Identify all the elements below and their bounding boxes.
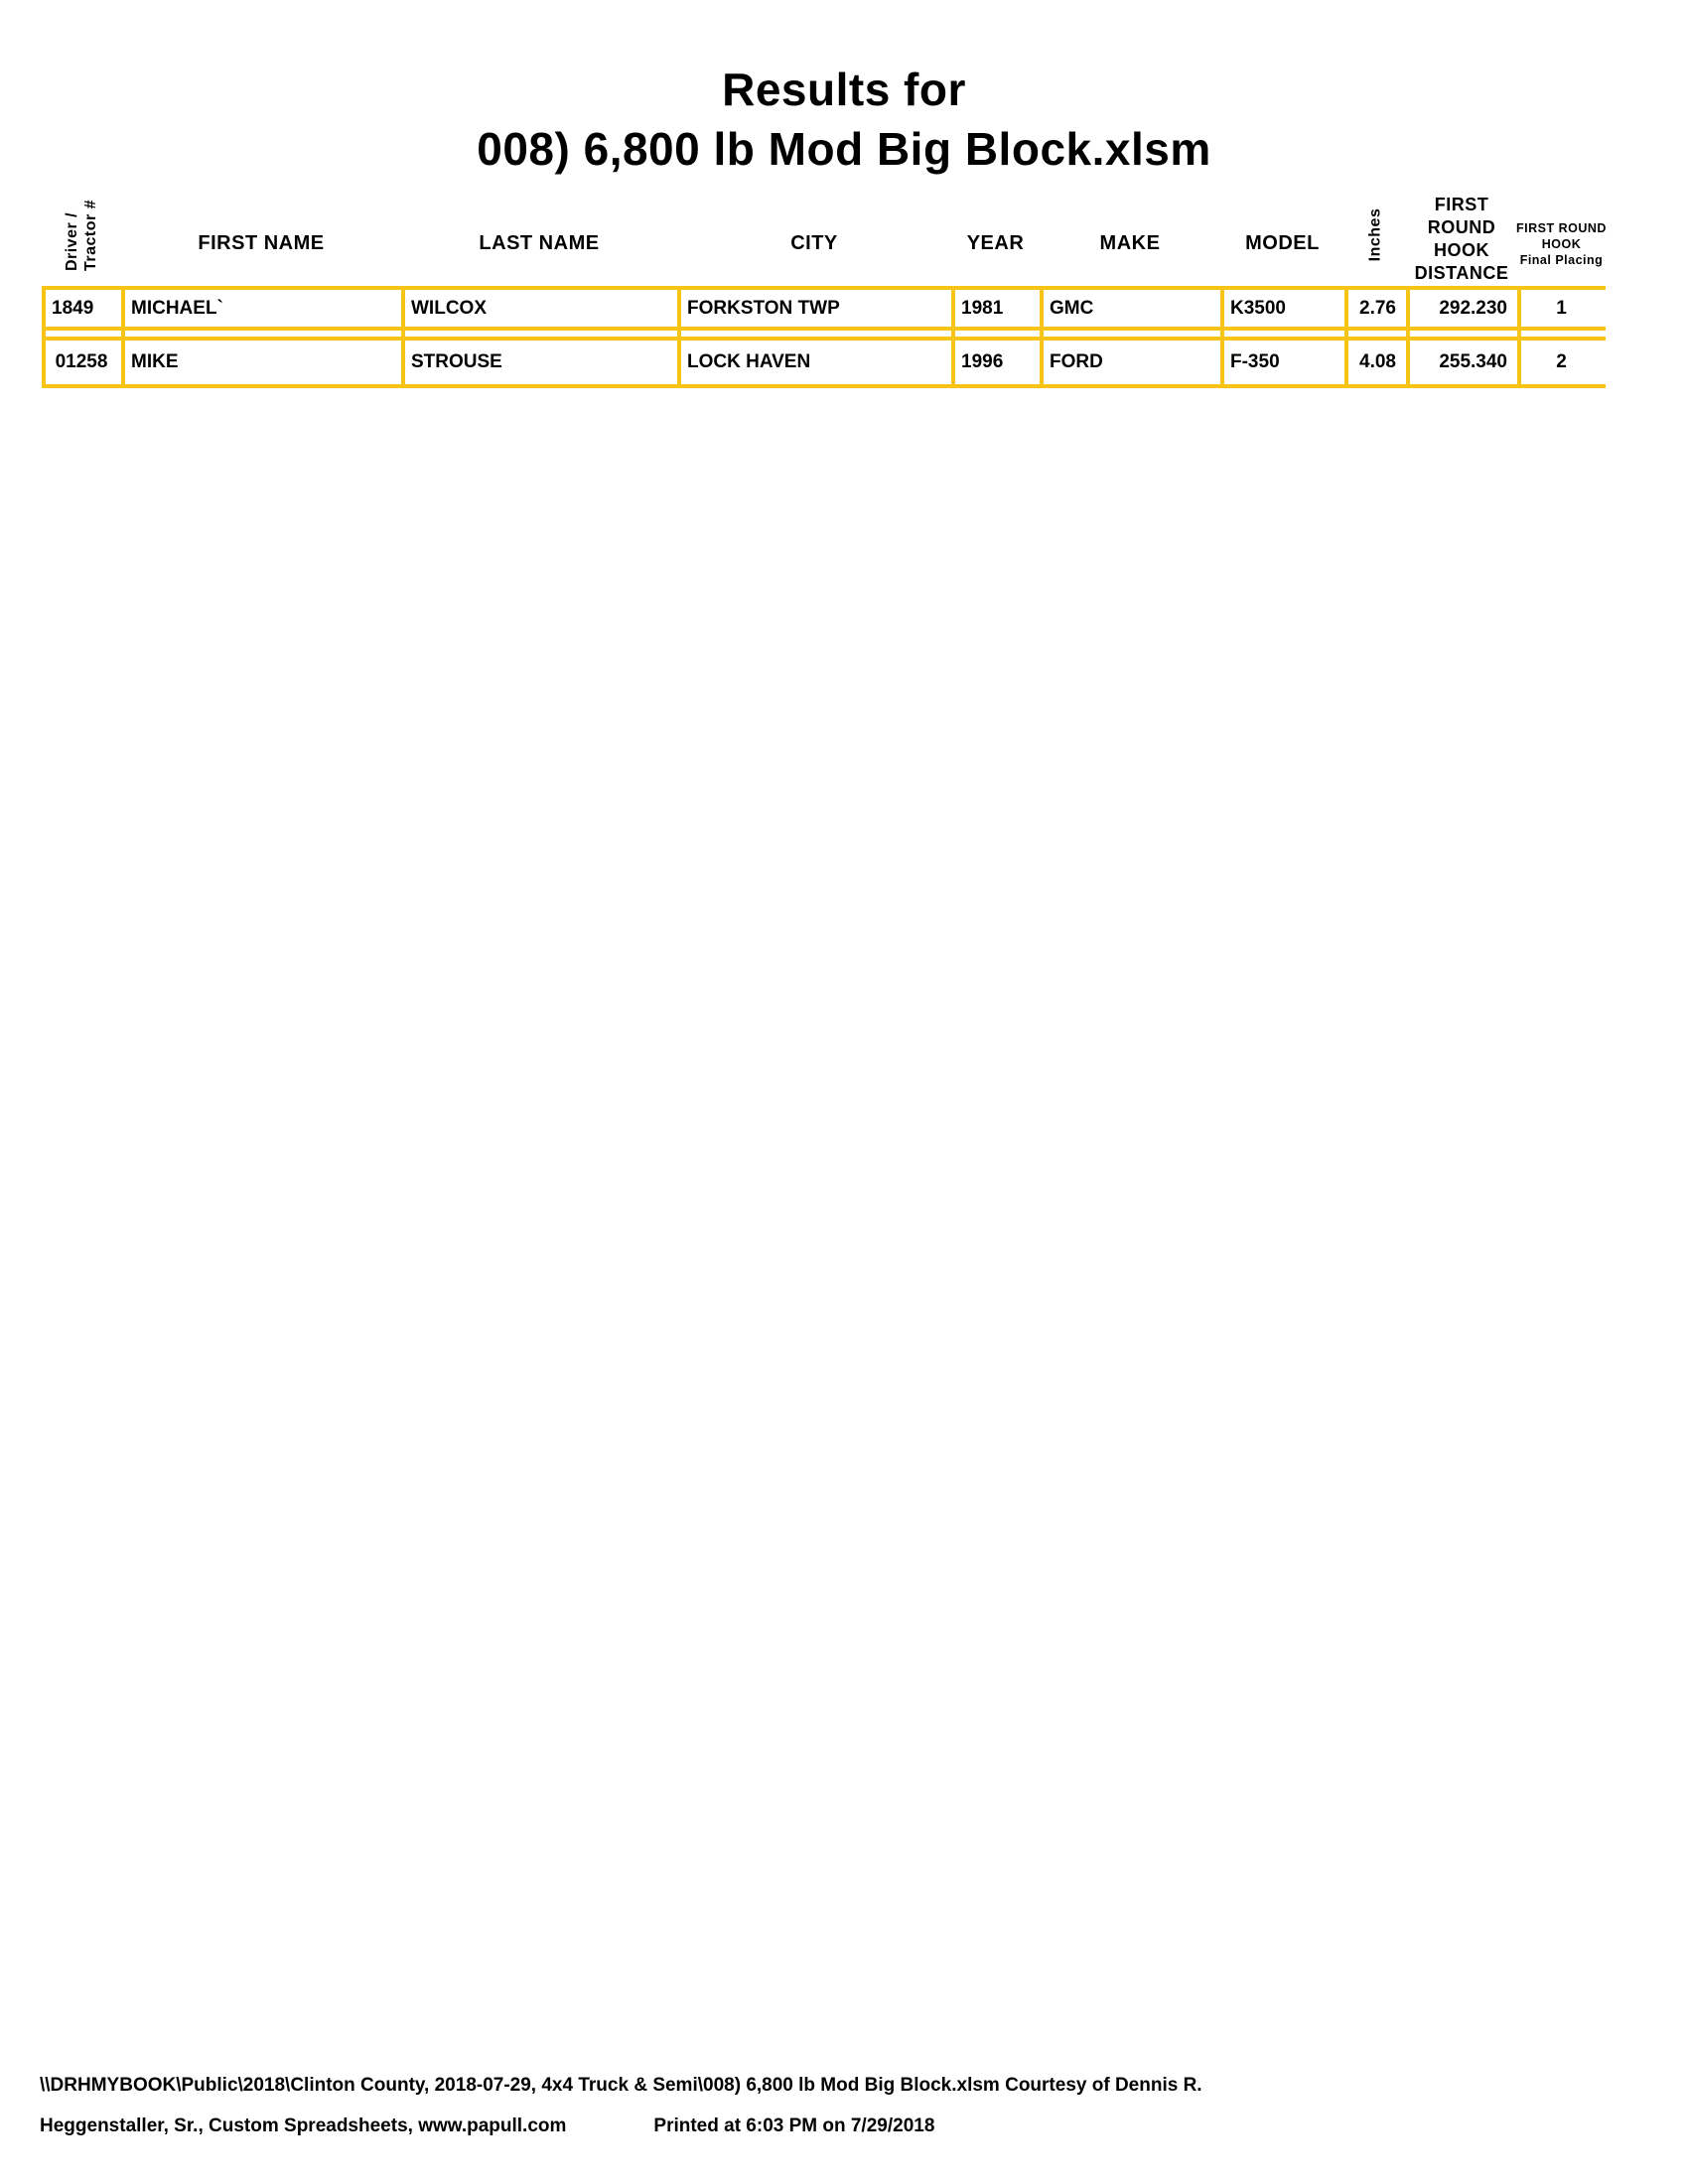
header-first-round-hook-final-placing [1517, 184, 1606, 286]
row1-final-placing: 1 [1556, 297, 1567, 319]
header-driver-line1: Driver / [64, 211, 80, 271]
grid-line-after-make [1220, 286, 1224, 388]
row1-make: GMC [1050, 297, 1094, 319]
header-hook-distance-line2: ROUND [1427, 217, 1496, 237]
table-row-1 [42, 286, 1606, 331]
grid-line-after-inches [1406, 286, 1410, 388]
grid-line-left-edge [42, 286, 46, 388]
header-hook-distance-line4: DISTANCE [1414, 263, 1509, 283]
grid-line-after-hook-distance [1517, 286, 1521, 388]
row1-inches: 2.76 [1359, 297, 1396, 319]
row2-inches: 4.08 [1359, 351, 1396, 372]
header-inches [1344, 184, 1406, 286]
header-final-placing-line2: HOOK [1541, 236, 1582, 251]
row2-last-name: STROUSE [411, 351, 502, 372]
row1-hook-distance: 292.230 [1439, 297, 1507, 319]
row2-final-placing: 2 [1556, 351, 1567, 372]
row2-make: FORD [1050, 351, 1103, 372]
row1-first-name: MICHAEL` [131, 297, 223, 319]
grid-line-after-first-name [401, 286, 405, 388]
grid-line-after-last-name [677, 286, 681, 388]
row2-first-name: MIKE [131, 351, 179, 372]
header-last-name: LAST NAME [479, 232, 600, 254]
table-header-row [42, 184, 1606, 286]
header-first-name: FIRST NAME [198, 232, 325, 254]
page-title-line2: 008) 6,800 lb Mod Big Block.xlsm [477, 123, 1211, 175]
row2-hook-distance: 255.340 [1439, 351, 1507, 372]
footer-printed-timestamp: Printed at 6:03 PM on 7/29/2018 [653, 2116, 935, 2136]
header-driver-tractor-rotated-text [63, 199, 100, 270]
header-driver-tractor-number [42, 184, 121, 286]
row2-driver-number: 01258 [55, 351, 108, 372]
table-row-2 [42, 337, 1606, 388]
header-model: MODEL [1245, 232, 1320, 254]
row2-year: 1996 [961, 351, 1004, 372]
header-hook-distance-line3: HOOK [1434, 240, 1489, 260]
header-city: CITY [790, 232, 838, 254]
grid-line-after-year [1040, 286, 1044, 388]
header-year: YEAR [966, 232, 1025, 254]
header-hook-distance-line1: FIRST [1434, 195, 1489, 214]
footer-file-path-line: \\DRHMYBOOK\Public\2018\Clinton County, 2018-07-29, 4x4 Truck & Semi\008) 6,800 lb Mod Big Block.xlsm Courtesy of Dennis R. [40, 2075, 1202, 2096]
grid-line-after-city [951, 286, 955, 388]
page-title [0, 60, 1688, 179]
grid-line-after-driver [121, 286, 125, 388]
footer-credit-text: Heggenstaller, Sr., Custom Spreadsheets, www.papull.com [40, 2116, 567, 2136]
row2-city: LOCK HAVEN [687, 351, 811, 372]
row1-driver-number: 1849 [52, 297, 94, 319]
row1-year: 1981 [961, 297, 1004, 319]
page-title-line1: Results for [722, 64, 966, 115]
header-driver-line2: Tractor # [82, 199, 99, 271]
header-final-placing-line3: Final Placing [1519, 252, 1604, 267]
row1-last-name: WILCOX [411, 297, 487, 319]
row1-city: FORKSTON TWP [687, 297, 840, 319]
row1-model: K3500 [1230, 297, 1286, 319]
header-make: MAKE [1099, 232, 1161, 254]
grid-line-after-model [1344, 286, 1348, 388]
row2-model: F-350 [1230, 351, 1280, 372]
header-first-round-hook-distance [1406, 184, 1517, 286]
page-footer [40, 2065, 1668, 2146]
header-inches-rotated-text: Inches [1366, 207, 1384, 262]
footer-credit-line [40, 2106, 1668, 2146]
header-final-placing-line1: FIRST ROUND [1516, 220, 1607, 235]
results-table [42, 286, 1606, 388]
